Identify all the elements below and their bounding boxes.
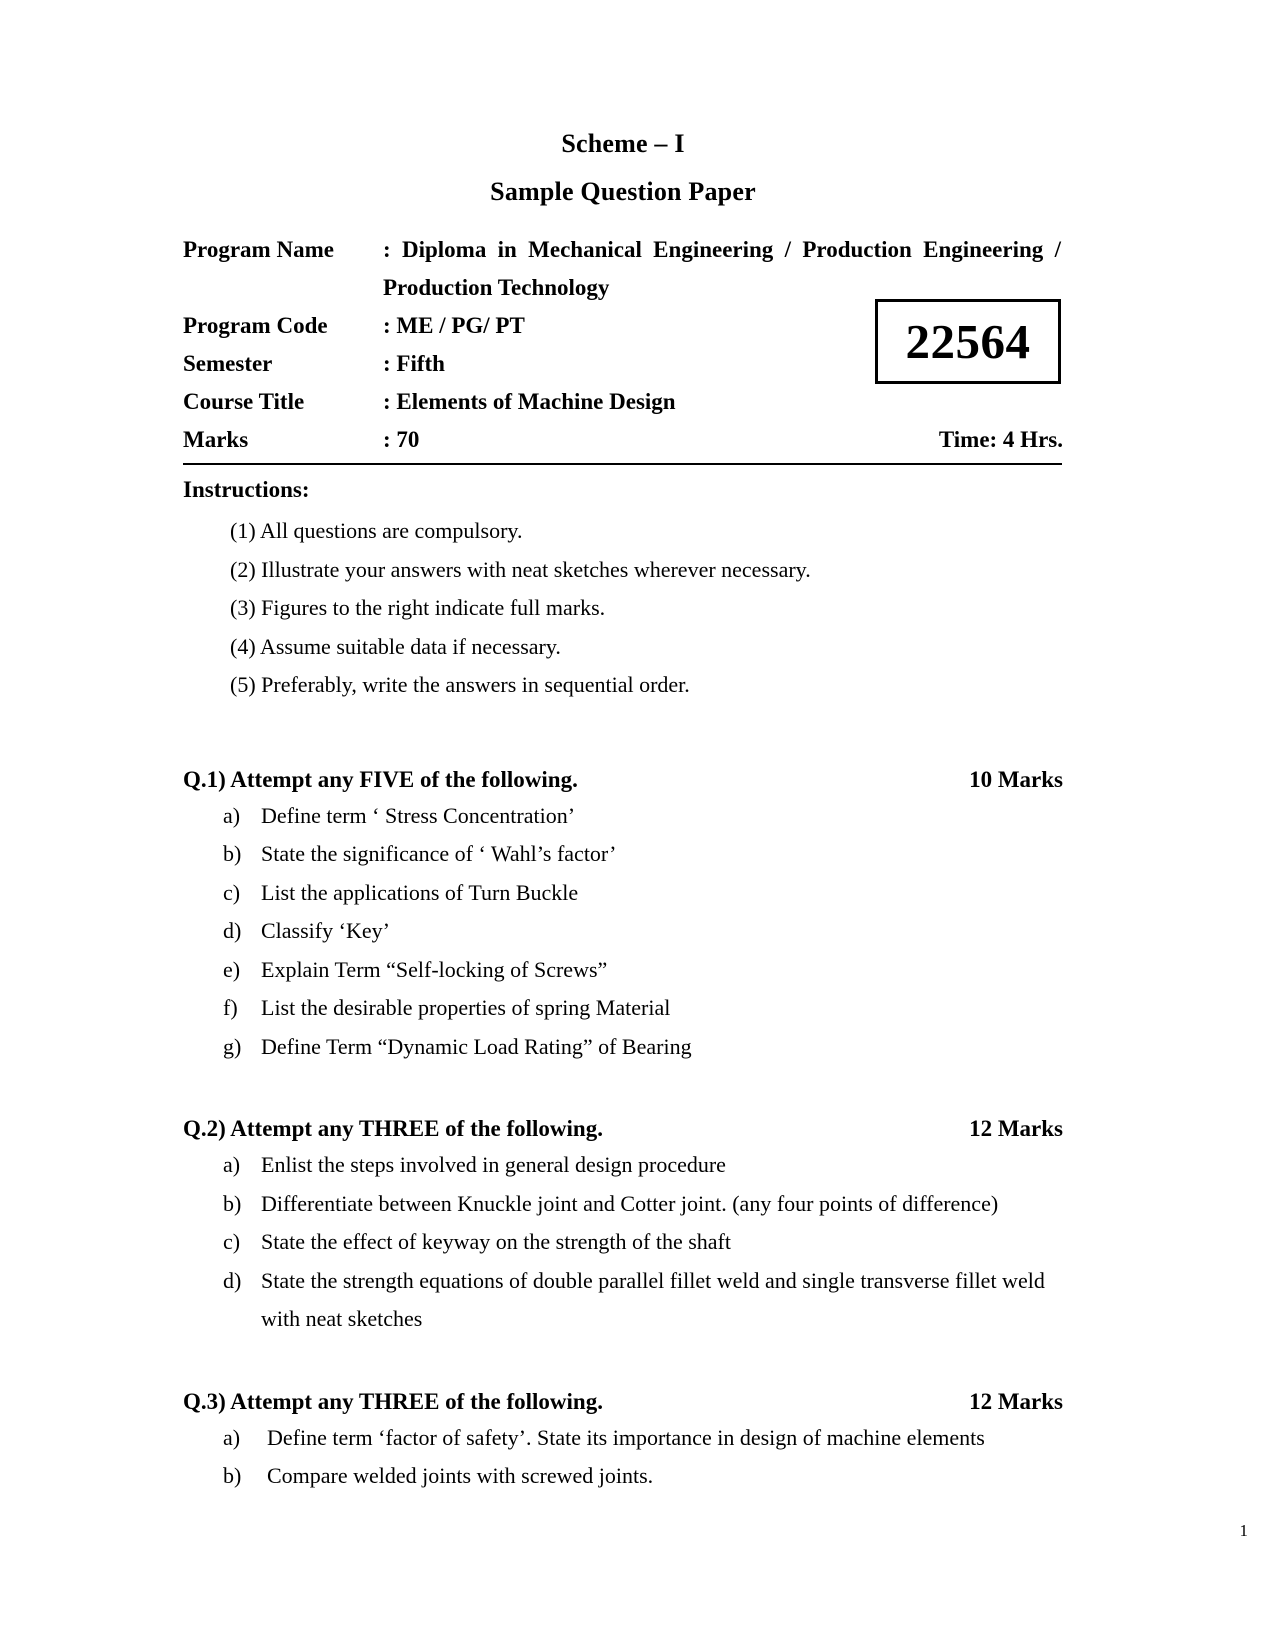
- marks-value: : 70: [383, 427, 420, 452]
- question-subitem: [183, 989, 1063, 1028]
- subitem-text: Differentiate between Knuckle joint and Cotter joint. (any four points of difference): [261, 1190, 999, 1216]
- subitem-text: Define term ‘factor of safety’. State its importance in design of machine elements: [267, 1424, 985, 1450]
- subitem-letter: b): [223, 841, 242, 866]
- question-subitem: [183, 1457, 1063, 1496]
- instructions-list: [183, 512, 1063, 705]
- spacer: [183, 705, 1063, 763]
- instruction-item: (2) Illustrate your answers with neat sketches wherever necessary.: [230, 556, 811, 582]
- question-subitem: [183, 1185, 1063, 1224]
- spacer: [183, 1066, 1063, 1112]
- question-subitem: [183, 874, 1063, 913]
- question-3-subitems: [183, 1419, 1063, 1496]
- header-divider: [183, 463, 1062, 465]
- page-number: 1: [1239, 1521, 1248, 1540]
- instruction-item: (5) Preferably, write the answers in sequential order.: [230, 672, 690, 697]
- marks-label: Marks: [183, 427, 249, 452]
- question-1-heading-row: [183, 763, 1063, 797]
- question-subitem: [183, 797, 1063, 836]
- course-code-box: [875, 299, 1061, 384]
- subitem-text: Explain Term “Self-locking of Screws”: [261, 956, 608, 982]
- program-name-value: : Diploma in Mechanical Engineering / Production Engineering /: [383, 237, 1061, 262]
- semester-value: : Fifth: [383, 351, 445, 376]
- subitem-letter: e): [223, 956, 241, 982]
- paper-title: Sample Question Paper: [490, 177, 756, 206]
- program-name-label: Program Name: [183, 237, 334, 262]
- subitem-letter: c): [223, 879, 241, 905]
- subitem-text: Compare welded joints with screwed joints.: [267, 1463, 654, 1488]
- subitem-letter: b): [223, 1463, 242, 1488]
- meta-row-program-name: [183, 231, 1063, 269]
- spacer: [183, 1339, 1063, 1385]
- subitem-letter: a): [223, 1424, 241, 1450]
- program-code-label: Program Code: [183, 313, 328, 338]
- subitem-letter: a): [223, 1152, 241, 1177]
- meta-row-marks-time: [183, 421, 1063, 459]
- question-3-heading: Q.3) Attempt any THREE of the following.: [183, 1388, 603, 1414]
- question-2-subitems: [183, 1146, 1063, 1339]
- time-value: Time: 4 Hrs.: [938, 427, 1063, 452]
- question-1-marks: 10 Marks: [969, 766, 1063, 792]
- meta-row-course-title: [183, 383, 1063, 421]
- subitem-letter: b): [223, 1190, 242, 1216]
- course-title-value: : Elements of Machine Design: [383, 389, 676, 414]
- subitem-text: List the desirable properties of spring Material: [261, 995, 671, 1020]
- question-2-heading-row: [183, 1112, 1063, 1146]
- question-subitem: [183, 1146, 1063, 1185]
- question-subitem: [183, 1028, 1063, 1067]
- question-subitem: [183, 951, 1063, 990]
- subitem-letter: a): [223, 802, 241, 828]
- instruction-item: (1) All questions are compulsory.: [230, 518, 523, 543]
- subitem-text: Enlist the steps involved in general design procedure: [261, 1152, 726, 1177]
- instruction-item: (4) Assume suitable data if necessary.: [230, 633, 561, 659]
- question-1-subitems: [183, 797, 1063, 1067]
- question-block-1: [183, 763, 1063, 1067]
- course-code-value: 22564: [905, 314, 1031, 369]
- question-1-heading: Q.1) Attempt any FIVE of the following.: [183, 766, 578, 792]
- question-2-marks: 12 Marks: [969, 1116, 1063, 1141]
- scheme-title: Scheme – I: [561, 129, 685, 158]
- instructions-heading: Instructions:: [183, 477, 310, 502]
- program-code-value: : ME / PG/ PT: [383, 313, 525, 338]
- subitem-letter: c): [223, 1229, 241, 1254]
- subitem-letter: d): [223, 918, 242, 943]
- page-content: [183, 0, 1063, 1496]
- subitem-letter: g): [223, 1033, 242, 1059]
- subitem-letter: d): [223, 1267, 242, 1293]
- header-meta-table: [183, 231, 1063, 459]
- question-3-heading-row: [183, 1385, 1063, 1419]
- question-subitem: [183, 1223, 1063, 1262]
- subitem-text: List the applications of Turn Buckle: [261, 879, 579, 905]
- question-subitem: [183, 835, 1063, 874]
- subitem-text: Define Term “Dynamic Load Rating” of Bearing: [261, 1033, 692, 1059]
- question-block-2: [183, 1112, 1063, 1339]
- question-block-3: [183, 1385, 1063, 1496]
- question-subitem: [183, 1419, 1063, 1458]
- subitem-text: State the effect of keyway on the strength of the shaft: [261, 1229, 731, 1254]
- subitem-text: State the strength equations of double parallel fillet weld and single transverse fillet weld with neat sketches: [261, 1267, 1045, 1331]
- question-subitem: [183, 1262, 1063, 1339]
- question-subitem: [183, 912, 1063, 951]
- subitem-letter: f): [223, 995, 238, 1020]
- subitem-text: Define term ‘ Stress Concentration’: [261, 802, 576, 828]
- instruction-item: (3) Figures to the right indicate full marks.: [230, 595, 606, 620]
- program-name-value-line2: Production Technology: [383, 275, 610, 300]
- question-3-marks: 12 Marks: [969, 1388, 1063, 1414]
- course-title-label: Course Title: [183, 389, 305, 414]
- question-2-heading: Q.2) Attempt any THREE of the following.: [183, 1116, 603, 1141]
- semester-label: Semester: [183, 351, 273, 376]
- subitem-text: State the significance of ‘ Wahl’s factor’: [261, 841, 617, 866]
- subitem-text: Classify ‘Key’: [261, 918, 390, 943]
